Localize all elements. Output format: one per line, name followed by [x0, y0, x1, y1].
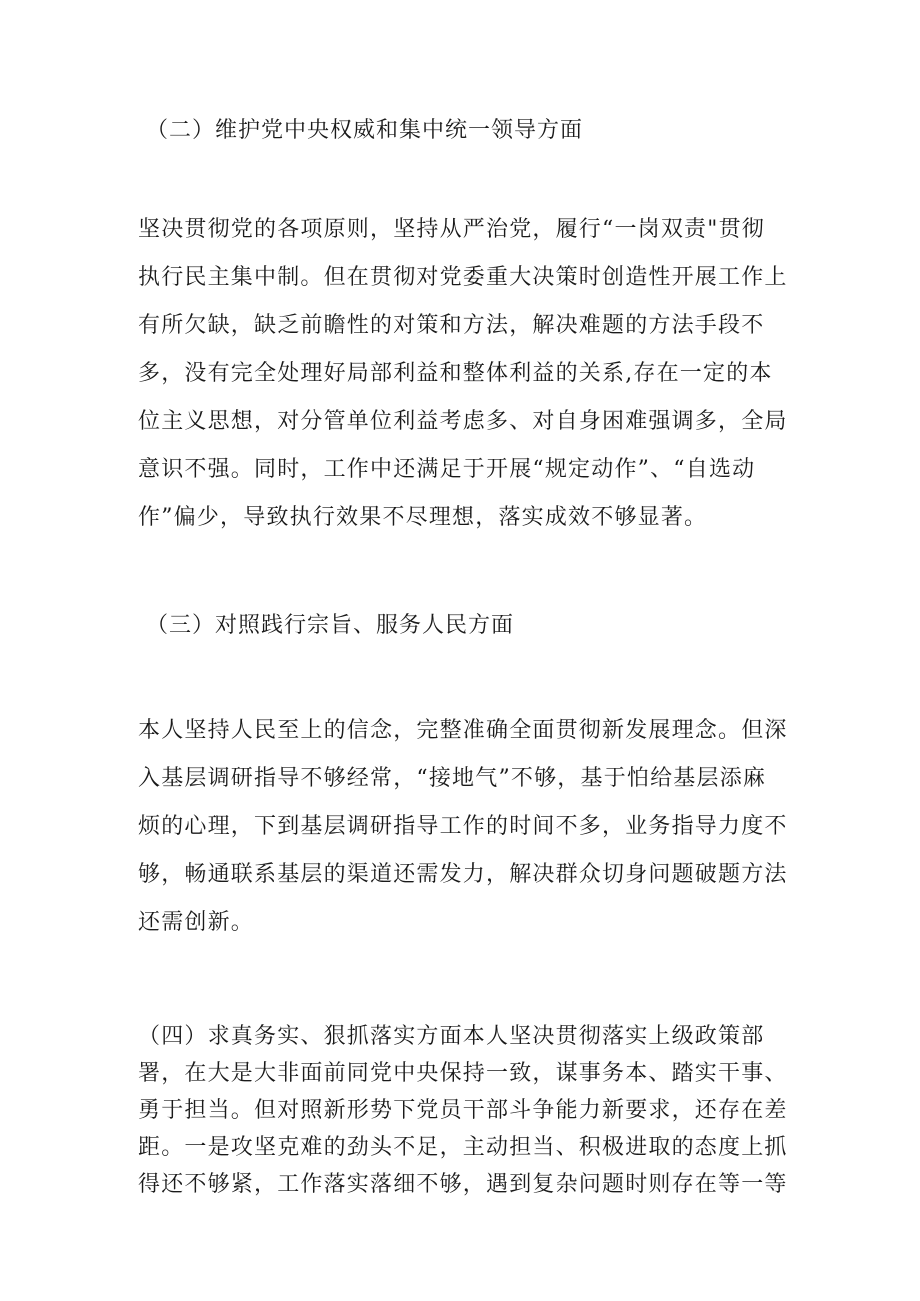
section-3-paragraph — [138, 707, 798, 947]
paragraph-line: 勇于担当。但对照新形势下党员干部斗争能力新要求，还存在差 — [138, 1098, 788, 1123]
paragraph-line: 坚决贯彻党的各项原则，坚持从严治党，履行“一岗双责"贯彻 — [138, 217, 765, 242]
paragraph-line: 作”偏少，导致执行效果不尽理想，落实成效不够显著。 — [138, 505, 708, 530]
paragraph-line: 还需创新。 — [138, 910, 255, 935]
paragraph-line: 烦的心理，下到基层调研指导工作的时间不多，业务指导力度不 — [138, 814, 788, 839]
section-3-heading: （三）对照践行宗旨、服务人民方面 — [146, 613, 515, 638]
section-2-heading: （二）维护党中央权威和集中统一领导方面 — [146, 118, 584, 143]
paragraph-line: 执行民主集中制。但在贯彻对党委重大决策时创造性开展工作上 — [138, 265, 788, 290]
paragraph-line: 意识不强。同时，工作中还满足于开展“规定动作”、“自选动 — [138, 457, 756, 482]
paragraph-line: 本人坚持人民至上的信念，完整准确全面贯彻新发展理念。但深 — [138, 718, 788, 743]
paragraph-line: 位主义思想，对分管单位利益考虑多、对自身困难强调多，全局 — [138, 409, 788, 434]
paragraph-line: 够，畅通联系基层的渠道还需发力，解决群众切身问题破题方法 — [138, 862, 788, 887]
paragraph-line: 多，没有完全处理好局部利益和整体利益的关系,存在一定的本 — [138, 361, 773, 386]
paragraph-line: 入基层调研指导不够经常，“接地气”不够，基于怕给基层添麻 — [138, 766, 767, 791]
paragraph-line: （四）求真务实、狠抓落实方面本人坚决贯彻落实上级政策部 — [138, 1024, 765, 1049]
paragraph-line: 距。一是攻坚克难的劲头不足，主动担当、积极进取的态度上抓 — [138, 1135, 788, 1160]
paragraph-line: 署，在大是大非面前同党中央保持一致，谋事务本、踏实干事、 — [138, 1061, 788, 1086]
section-2-paragraph — [138, 206, 798, 542]
paragraph-line: 得还不够紧，工作落实落细不够，遇到复杂问题时则存在等一等 — [138, 1172, 788, 1197]
section-4-paragraph — [138, 1018, 798, 1203]
paragraph-line: 有所欠缺，缺乏前瞻性的对策和方法，解决难题的方法手段不 — [138, 313, 765, 338]
